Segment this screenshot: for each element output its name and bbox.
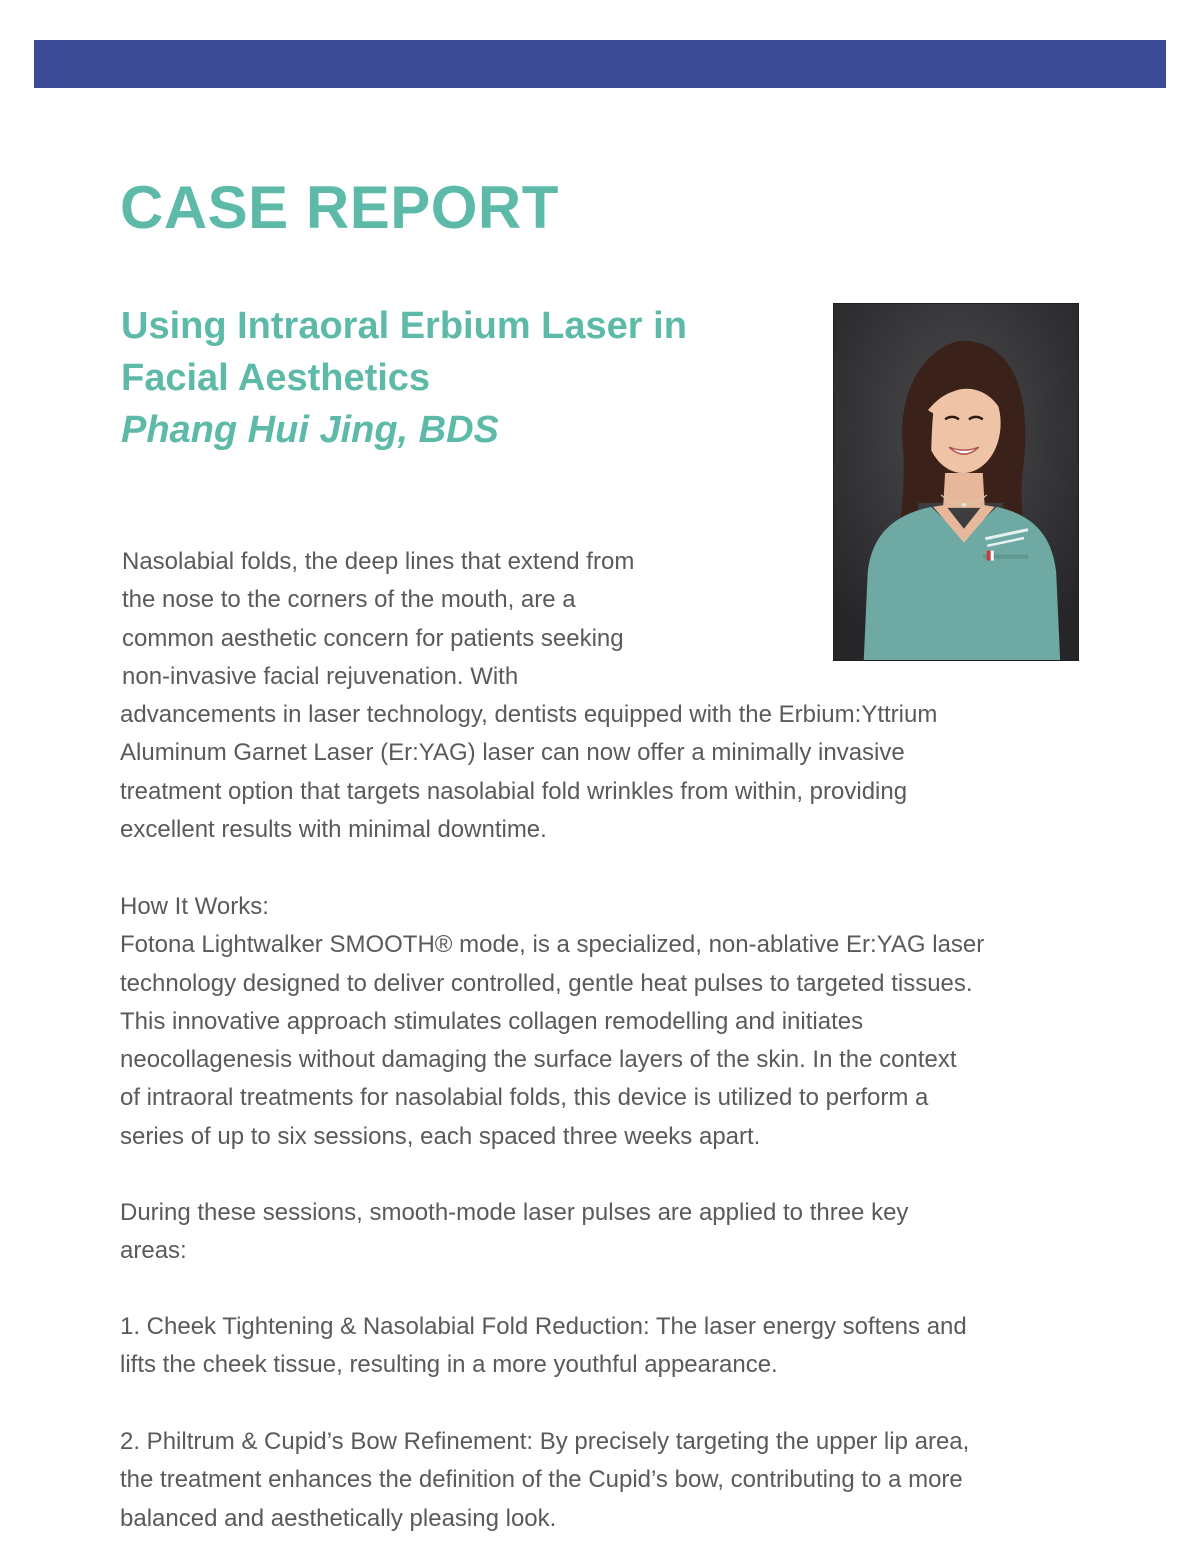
text-line: non-invasive facial rejuvenation. With (122, 662, 519, 690)
text-line: 2. Philtrum & Cupid’s Bow Refinement: By precisely targeting the upper lip area, (120, 1428, 970, 1455)
text-line: the treatment enhances the definition of the Cupid’s bow, contributing to a more (120, 1466, 963, 1494)
intro-paragraph-wide (120, 696, 1085, 849)
text-line: treatment option that targets nasolabial fold wrinkles from within, providing (120, 777, 908, 805)
how-it-works-heading: How It Works: (120, 893, 269, 920)
text-line: series of up to six sessions, each spaced three weeks apart. (120, 1122, 761, 1150)
text-line: the nose to the corners of the mouth, are a (122, 586, 576, 614)
text-line: Fotona Lightwalker SMOOTH® mode, is a specialized, non-ablative Er:YAG laser (120, 931, 985, 959)
text-line: areas: (120, 1237, 187, 1265)
text-line: balanced and aesthetically pleasing look. (120, 1504, 557, 1532)
text-line: 1. Cheek Tightening & Nasolabial Fold Reduction: The laser energy softens and (120, 1313, 967, 1340)
article-title-block (121, 300, 811, 456)
text-line: of intraoral treatments for nasolabial folds, this device is utilized to perform a (120, 1084, 929, 1112)
author-portrait-photo (833, 303, 1079, 661)
document-label: CASE REPORT (120, 174, 559, 241)
top-color-band (34, 40, 1166, 88)
text-line: neocollagenesis without damaging the surface layers of the skin. In the context (120, 1046, 957, 1074)
portrait-illustration (834, 304, 1078, 660)
article-title-line-2: Facial Aesthetics (121, 357, 431, 399)
text-line: During these sessions, smooth-mode laser pulses are applied to three key (120, 1199, 909, 1226)
intro-paragraph-narrow (122, 543, 712, 696)
text-line: This innovative approach stimulates collagen remodelling and initiates (120, 1007, 864, 1035)
text-line: Nasolabial folds, the deep lines that extend from (122, 548, 635, 575)
text-line: excellent results with minimal downtime. (120, 815, 547, 843)
list-item-2 (120, 1423, 1085, 1538)
list-item-1 (120, 1308, 1085, 1385)
article-author: Phang Hui Jing, BDS (121, 409, 499, 451)
article-title-line-1: Using Intraoral Erbium Laser in (121, 305, 687, 347)
sessions-intro-paragraph (120, 1194, 1085, 1271)
text-line: common aesthetic concern for patients seeking (122, 624, 624, 652)
text-line: technology designed to deliver controlled, gentle heat pulses to targeted tissues. (120, 969, 973, 997)
text-line: Aluminum Garnet Laser (Er:YAG) laser can now offer a minimally invasive (120, 739, 905, 767)
text-line: lifts the cheek tissue, resulting in a more youthful appearance. (120, 1351, 778, 1379)
how-it-works-section (120, 888, 1085, 1156)
text-line: advancements in laser technology, dentists equipped with the Erbium:Yttrium (120, 701, 938, 728)
